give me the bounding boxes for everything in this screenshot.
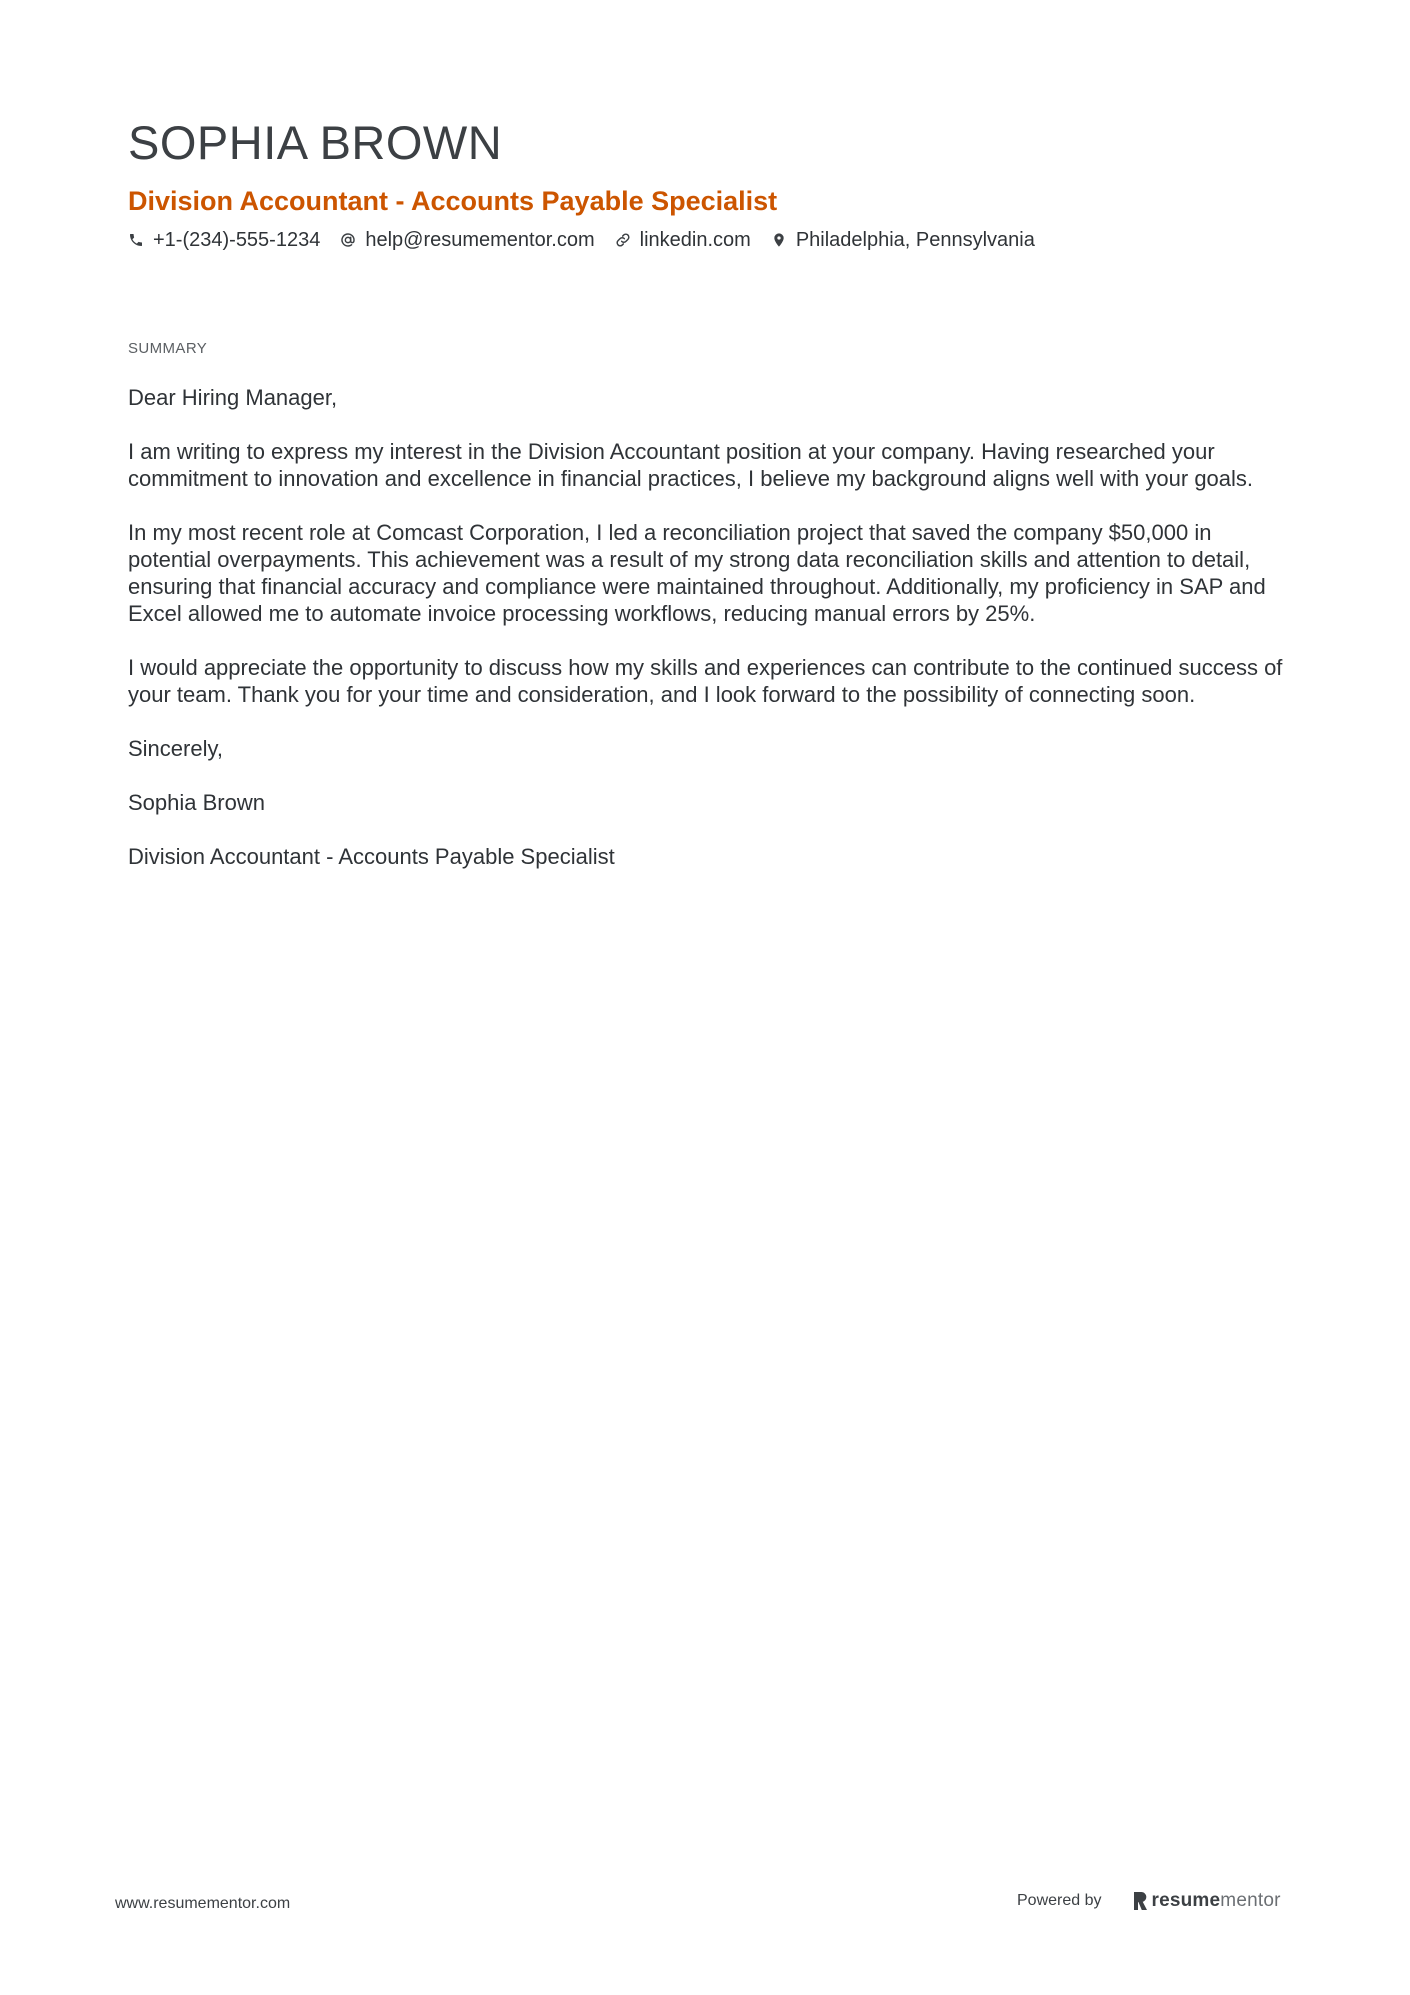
contact-phone[interactable]	[128, 227, 320, 253]
link-text: linkedin.com	[639, 229, 751, 251]
resumementor-logo-icon	[1132, 1891, 1148, 1911]
letter-closing: Sincerely,	[128, 736, 223, 761]
location-text: Philadelphia, Pennsylvania	[795, 229, 1035, 251]
section-label-summary: SUMMARY	[128, 340, 208, 357]
powered-by	[1017, 1891, 1281, 1911]
phone-text: +1-(234)-555-1234	[153, 229, 321, 251]
at-icon	[340, 232, 356, 248]
email-text: help@resumementor.com	[365, 229, 595, 251]
powered-by-label: Powered by	[1017, 1892, 1102, 1909]
location-pin-icon	[771, 232, 787, 248]
brand-logo[interactable]	[1132, 1891, 1281, 1911]
candidate-name: SOPHIA BROWN	[128, 116, 503, 169]
contact-location	[771, 227, 1035, 253]
contact-bar	[128, 227, 1055, 253]
contact-link[interactable]	[615, 227, 751, 253]
contact-email[interactable]	[340, 227, 594, 253]
signature-title: Division Accountant - Accounts Payable Specialist	[128, 844, 615, 869]
footer-url[interactable]: www.resumementor.com	[115, 1895, 291, 1912]
brand-text-resume: resume	[1151, 1890, 1221, 1911]
letter-paragraph: In my most recent role at Comcast Corporation, I led a reconciliation project that saved the company $50,000 in potential overpayments. This achievement was a result of my strong data reconciliation skills and attention to detail, ensuring that financial accuracy and compliance were maintained throughout. Additionally, my proficiency in SAP and Excel allowed me to automate invoice processing workflows, reducing manual errors by 25%.	[128, 520, 1266, 626]
letter-greeting: Dear Hiring Manager,	[128, 385, 338, 410]
letter-body	[128, 384, 1293, 897]
signature-name: Sophia Brown	[128, 790, 265, 815]
phone-icon	[128, 232, 144, 248]
brand-text-mentor: mentor	[1220, 1890, 1281, 1911]
candidate-role: Division Accountant - Accounts Payable Specialist	[128, 186, 778, 216]
letter-paragraph: I would appreciate the opportunity to discuss how my skills and experiences can contribute to the continued success of your team. Thank you for your time and consideration, and I look forward to the possibility of connecting soon.	[128, 655, 1283, 707]
letter-paragraph: I am writing to express my interest in the Division Accountant position at your company. Having researched your commitment to innovation and excellence in financial practices, I believe my background aligns well with your goals.	[128, 439, 1254, 491]
link-icon	[615, 232, 631, 248]
